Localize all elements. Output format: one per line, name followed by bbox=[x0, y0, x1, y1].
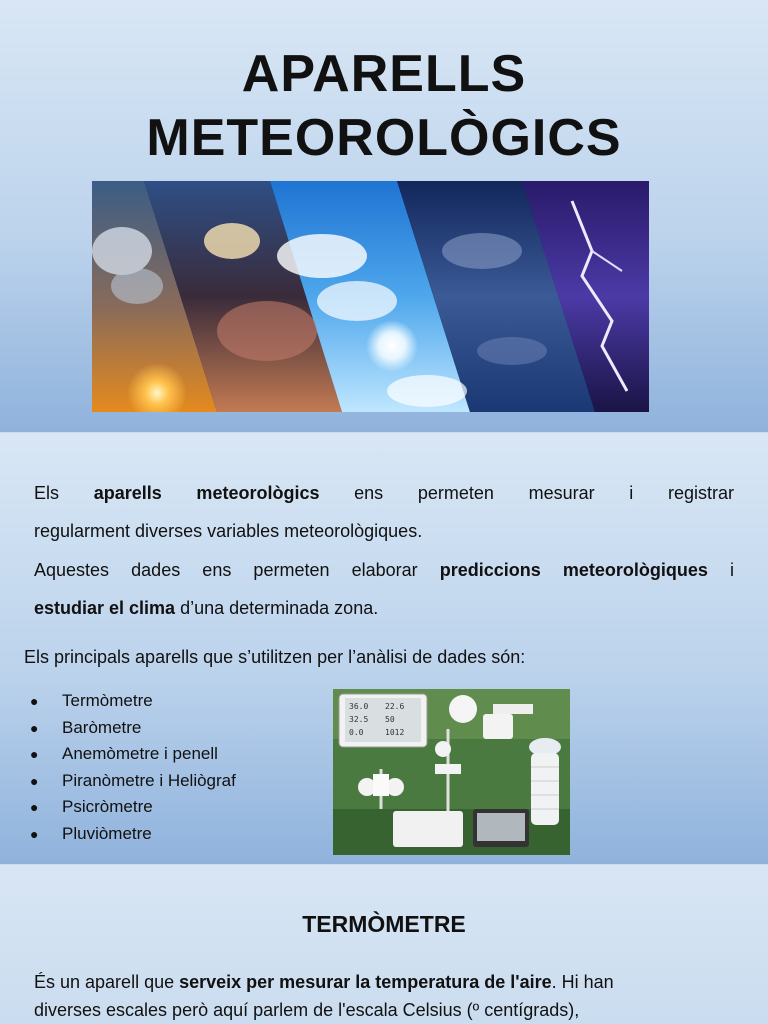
emphasis: serveix per mesurar la temperatura de l'aire bbox=[179, 972, 552, 992]
thermometer-paragraph bbox=[34, 968, 734, 1024]
emphasis: prediccions meteorològiques bbox=[439, 560, 708, 580]
weather-collage bbox=[92, 181, 649, 412]
item-label: Psicròmetre bbox=[62, 797, 153, 816]
display-reading: 36.0 bbox=[349, 702, 369, 711]
item-label: Pluviòmetre bbox=[62, 823, 152, 843]
text: . Hi han bbox=[551, 972, 614, 992]
list-item bbox=[30, 741, 236, 768]
title-line-1: APARELLS bbox=[241, 45, 527, 103]
bullet-icon: ● bbox=[30, 772, 39, 789]
item-label: Baròmetre bbox=[62, 717, 142, 737]
bullet-icon: ● bbox=[30, 746, 39, 762]
text: Aquestes dades ens permeten elaborar bbox=[34, 560, 440, 580]
slide-thermometer bbox=[0, 865, 768, 1024]
display-reading: 50 bbox=[385, 715, 395, 724]
list-item bbox=[30, 768, 236, 795]
title-line-2: METEOROLÒGICS bbox=[146, 109, 622, 167]
item-label: Piranòmetre i Heliògraf bbox=[62, 770, 236, 790]
slide-intro bbox=[0, 433, 768, 865]
data-paragraph bbox=[34, 552, 734, 627]
bullet-icon: ● bbox=[30, 693, 39, 709]
list-item bbox=[30, 794, 236, 821]
list-lead-text: Els principals aparells que s’utilitzen per l’anàlisi de dades són: bbox=[24, 647, 526, 667]
text: i bbox=[707, 560, 734, 580]
text: ens permeten mesurar i registrar bbox=[319, 483, 734, 503]
page-title bbox=[0, 42, 768, 170]
item-label: Termòmetre bbox=[62, 691, 153, 710]
weather-station-illustration bbox=[333, 689, 570, 855]
section-heading: TERMÒMETRE bbox=[302, 911, 466, 937]
emphasis: estudiar el clima bbox=[34, 597, 176, 618]
text: d’una determinada zona. bbox=[175, 597, 379, 618]
emphasis: aparells meteorològics bbox=[93, 483, 320, 503]
bullet-icon: ● bbox=[30, 719, 39, 736]
list-item bbox=[30, 821, 236, 848]
intro-paragraph bbox=[34, 475, 734, 550]
weather-banner-image bbox=[92, 181, 649, 412]
text: Els bbox=[34, 483, 94, 503]
list-item bbox=[30, 715, 236, 742]
display-reading: 22.6 bbox=[385, 702, 405, 711]
bullet-icon: ● bbox=[30, 825, 39, 842]
text: diverses escales però aquí parlem de l'escala Celsius (º centígrads), bbox=[34, 1000, 580, 1020]
instrument-list bbox=[30, 688, 236, 847]
item-label: Anemòmetre i penell bbox=[62, 744, 218, 763]
weather-station-photo bbox=[333, 689, 570, 855]
slide-title bbox=[0, 0, 768, 433]
display-reading: 1012 bbox=[385, 728, 405, 737]
bullet-icon: ● bbox=[30, 799, 39, 815]
text: regularment diverses variables meteorològiques. bbox=[34, 520, 423, 541]
text: És un aparell que bbox=[34, 972, 180, 992]
display-reading: 0.0 bbox=[349, 728, 364, 737]
display-reading: 32.5 bbox=[349, 715, 369, 724]
list-item bbox=[30, 688, 236, 715]
